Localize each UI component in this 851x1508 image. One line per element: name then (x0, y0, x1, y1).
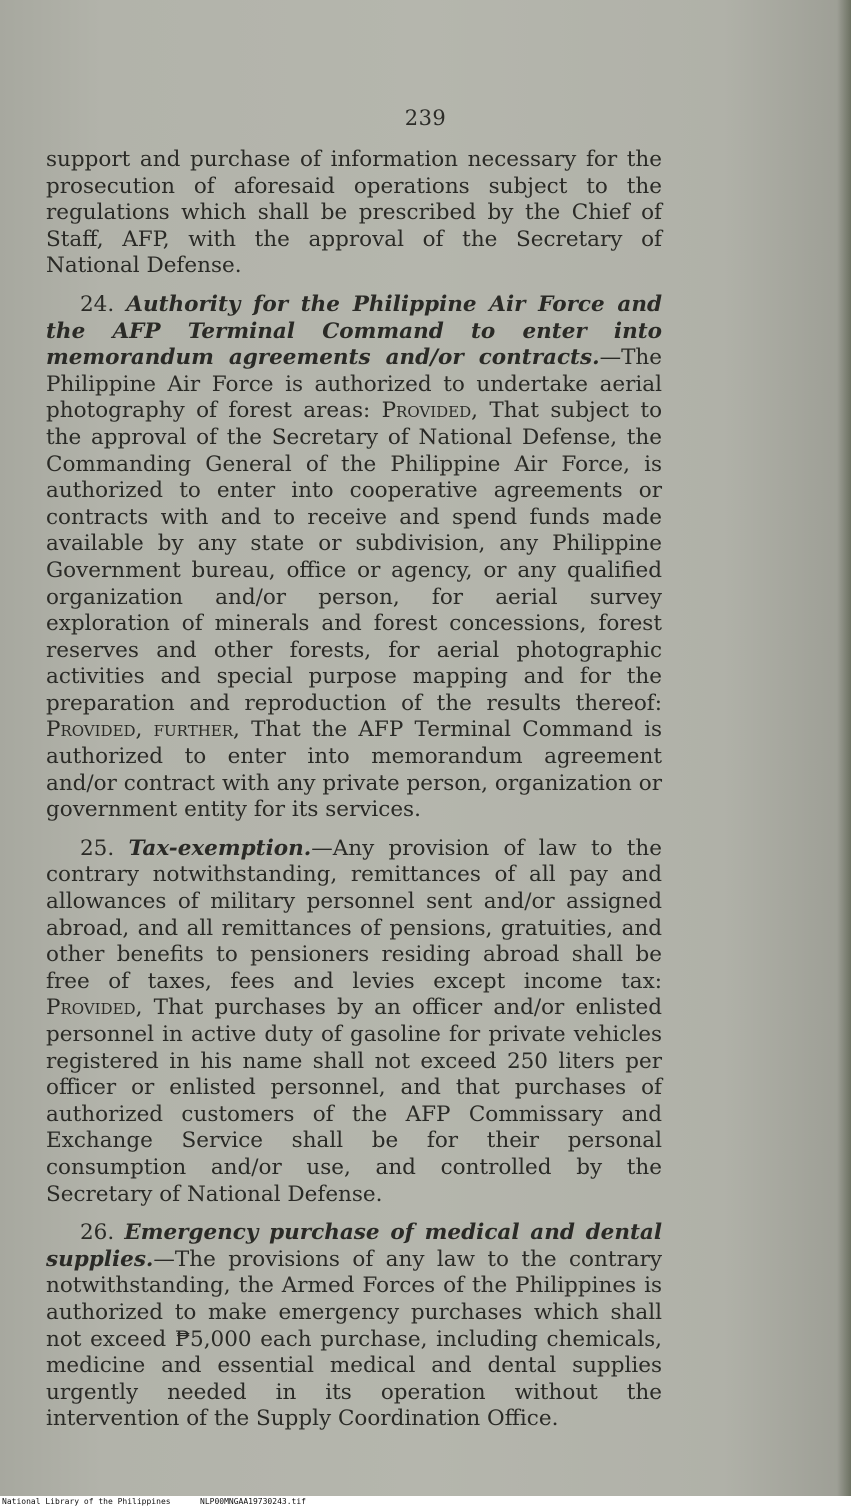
footer-library: National Library of the Philippines (2, 1497, 171, 1506)
section-text: —Any provision of law to the contrary notwithstanding, remittances of all pay and allowances of military personnel sent and/or assigned abroad, and all remittances of pensions, gratuities, and other benefits to pensioners residing abroad shall be free of taxes, fees and levies except income tax: (46, 835, 662, 994)
section-heading: Tax-exemption. (128, 835, 312, 861)
proviso-label: Provided (46, 995, 136, 1021)
section-text: , That purchases by an officer and/or enlisted personnel in active duty of gasoline for private vehicles registered in his name shall not exceed 250 liters per officer or enlisted personnel, and that purchases of authorized customers of the AFP Commissary and Exchange Service shall be for their personal consumption and/or use, and controlled by the Secretary of National Defense. (46, 995, 662, 1207)
paragraph-text: support and purchase of information necessary for the prosecution of aforesaid operations subject to the regulations which shall be prescribed by the Chief of Staff, AFP, with the approval of the Secretary of National Defense. (46, 147, 662, 279)
section-text: , That subject to the approval of the Secretary of National Defense, the Commanding General of the Philippine Air Force, is authorized to enter into cooperative agreements or contracts with and to receive and spend funds made available by any state or subdivision, any Philippine Government bureau, office or agency, or any qualified organization and/or person, for aerial survey exploration of minerals and forest concessions, forest reserves and other forests, for aerial photographic activities and special purpose mapping and for the preparation and reproduction of the results thereof: (46, 398, 663, 716)
section-text: , That the AFP Terminal Command is authorized to enter into memorandum agreement and/or contract with any private person, organization or government entity for its services. (46, 717, 662, 823)
scan-footer (0, 1496, 851, 1508)
paragraph-continuation (46, 147, 662, 280)
section-text: —The provisions of any law to the contrary notwithstanding, the Armed Forces of the Philippines is authorized to make emergency purchases which shall not exceed ₱5,000 each purchase, including chemicals, medicine and essential medical and dental supplies urgently needed in its operation without the intervention of the Supply Coordination Office. (46, 1246, 662, 1432)
section-heading: Authority for the Philippine Air Force and the AFP Terminal Command to enter into memorandum agreements and/or contracts. (46, 291, 662, 371)
section-text: —The Philippine Air Force is authorized to undertake aerial photography of forest areas: (46, 345, 662, 424)
section-number: 26. (80, 1220, 125, 1246)
section-number: 25. (80, 835, 129, 861)
section-24 (46, 292, 662, 824)
page-number: 239 (404, 106, 447, 130)
section-26 (46, 1220, 662, 1433)
proviso-label: Provided, further (46, 717, 234, 743)
footer-file-id: NLP00MNGAA19730243.tif (200, 1497, 306, 1506)
body-text (46, 147, 662, 1445)
section-25 (46, 836, 662, 1208)
section-heading: Emergency purchase of medical and dental supplies. (46, 1220, 662, 1272)
section-number: 24. (80, 291, 127, 317)
proviso-label: Provided (381, 398, 472, 424)
